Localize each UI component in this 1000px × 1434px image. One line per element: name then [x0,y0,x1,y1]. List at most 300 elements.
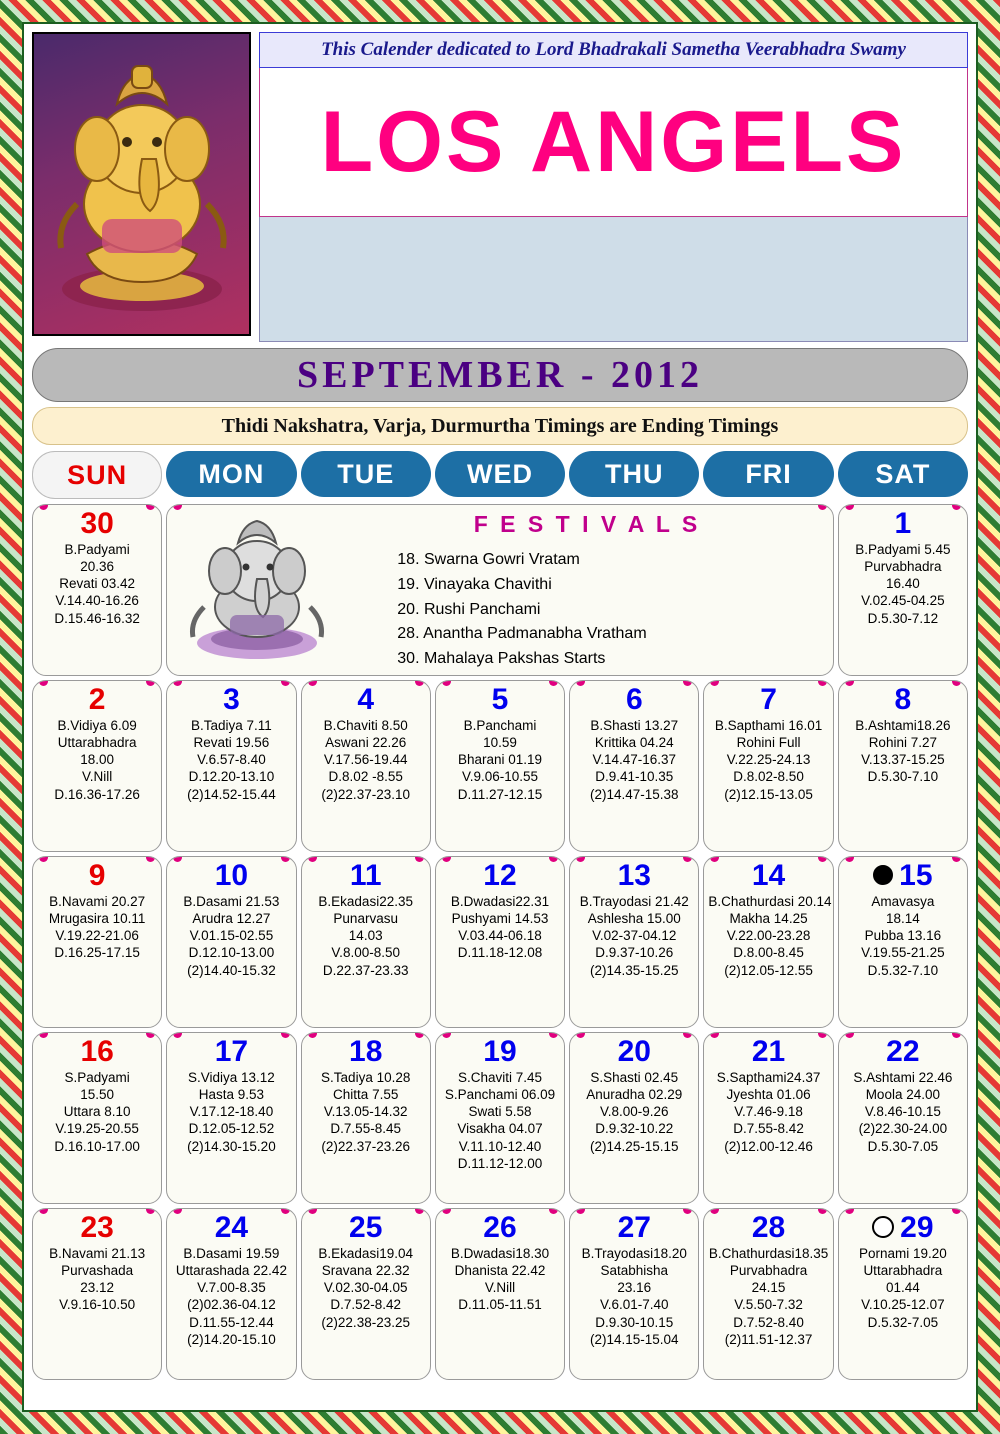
day-detail-line: Jyeshta 01.06 [726,1086,811,1102]
day-details [708,717,828,803]
calendar-inner [22,22,978,1412]
festival-item: 28. Anantha Padmanabha Vratham [397,625,647,643]
day-cell[interactable] [301,856,431,1028]
day-detail-line: V.19.22-21.06 [55,928,139,944]
day-number-text: 17 [214,1035,249,1068]
day-details [843,1245,963,1331]
day-cell[interactable] [435,856,565,1028]
day-detail-line: D.11.18-12.08 [457,945,543,961]
calendar-header [32,32,968,342]
day-detail-line: V.8.00-9.26 [600,1104,669,1120]
day-details [37,893,157,962]
day-detail-line: V.02.30-04.05 [323,1280,408,1296]
day-number-text: 27 [617,1211,651,1244]
day-detail-line: D.16.25-17.15 [54,945,140,961]
day-cell[interactable] [301,1208,431,1380]
day-number [574,684,694,716]
day-details [37,717,157,803]
month-title: SEPTEMBER - 2012 [296,354,704,396]
day-detail-line: (2)14.52-15.44 [187,786,276,802]
day-number-text: 14 [751,859,786,892]
day-cell[interactable] [435,680,565,852]
weekday-thu: THU [569,451,699,497]
calendar-grid [32,504,968,1380]
day-detail-line: (2)22.37-23.10 [321,786,410,802]
city-title: LOS ANGELS [320,94,907,190]
day-detail-line: (2)14.40-15.32 [187,962,276,978]
day-number [37,1036,157,1068]
day-detail-line: Ashlesha 15.00 [587,910,681,926]
day-number [171,860,291,892]
day-detail-line: 14.03 [348,928,383,944]
day-detail-line: D.8.02 -8.55 [328,769,403,785]
day-detail-line: V.19.25-20.55 [55,1121,139,1137]
day-detail-line: B.Dwadasi18.30 [450,1245,550,1261]
day-detail-line: V.22.25-24.13 [726,752,811,768]
day-detail-line: D.5.30-7.10 [867,769,939,785]
day-number-text: 22 [886,1035,920,1068]
day-number [440,684,560,716]
day-detail-line: V.Nill [82,769,113,785]
day-detail-line: (2)14.30-15.20 [187,1138,276,1154]
festivals-title: F E S T I V A L S [473,511,701,537]
day-detail-line: V.22.00-23.28 [726,928,811,944]
day-number [37,860,157,892]
day-details [574,717,694,803]
day-detail-line: Arudra 12.27 [192,910,271,926]
day-number-text: 24 [214,1211,249,1244]
day-number-text: 8 [894,683,912,716]
day-number [306,1212,426,1244]
day-details [843,893,963,979]
day-detail-line: (2)11.51-12.37 [724,1331,813,1347]
day-number-text: 25 [349,1211,383,1244]
day-detail-line: V.6.01-7.40 [600,1297,669,1313]
day-detail-line: D.12.10-13.00 [188,945,275,961]
day-detail-line: Rohini 7.27 [868,734,937,750]
day-detail-line: D.5.32-7.10 [867,962,939,978]
new-moon-icon [873,865,893,885]
day-detail-line: (2)12.05-12.55 [724,962,813,978]
day-detail-line: V.13.37-15.25 [861,752,945,768]
day-detail-line: Uttarabhadra [57,734,137,750]
day-detail-line: V.9.06-10.55 [461,769,539,785]
day-cell[interactable] [569,1208,699,1380]
day-detail-line: V.Nill [484,1280,516,1296]
day-detail-line: D.8.00-8.45 [733,945,804,961]
day-detail-line: V.19.55-21.25 [861,945,945,961]
day-detail-line: (2)12.00-12.46 [724,1138,813,1154]
day-detail-line: Pornami 19.20 [858,1245,947,1261]
day-number [843,508,963,540]
day-detail-line: D.5.30-7.12 [867,610,939,626]
day-detail-line: V.01.15-02.55 [189,928,274,944]
day-detail-line: Satabhisha [600,1262,669,1278]
day-number-text: 15 [899,859,933,892]
day-detail-line: B.Chathurdasi 20.14 [708,893,832,909]
day-details [306,1069,426,1155]
day-detail-line: D.9.30-10.15 [595,1314,674,1330]
day-detail-line: Pushyami 14.53 [451,910,549,926]
day-detail-line: V.11.10-12.40 [458,1138,542,1154]
day-detail-line: (2)02.36-04.12 [187,1297,276,1313]
day-number-text: 30 [80,507,114,540]
day-number-text: 20 [617,1035,651,1068]
day-detail-line: (2)14.25-15.15 [590,1138,679,1154]
weekday-mon: MON [166,451,296,497]
day-detail-line: D.16.36-17.26 [54,786,140,802]
day-detail-line: V.03.44-06.18 [458,928,542,944]
day-cell[interactable] [703,1208,833,1380]
day-number [306,1036,426,1068]
day-detail-line: 01.44 [885,1280,920,1296]
day-details [37,1245,157,1314]
day-detail-line: D.22.37-23.33 [322,962,409,978]
day-detail-line: V.02.45-04.25 [861,593,945,609]
note-text: Thidi Nakshatra, Varja, Durmurtha Timings are Ending Timings [221,414,779,437]
day-number-text: 13 [617,859,651,892]
day-detail-line: D.9.41-10.35 [595,769,674,785]
day-detail-line: B.Dasami 19.59 [183,1245,280,1261]
day-detail-line: D.9.32-10.22 [595,1121,674,1137]
day-cell[interactable] [703,856,833,1028]
day-number-text: 5 [491,683,509,716]
header-right [259,32,968,342]
day-detail-line: 18.14 [885,910,920,926]
day-cell[interactable] [32,856,162,1028]
day-number-text: 7 [760,683,777,716]
weekday-sun: SUN [32,451,162,499]
day-cell[interactable] [166,680,296,852]
day-detail-line: Purvashada [61,1262,134,1278]
day-detail-line: 23.16 [617,1280,652,1296]
day-detail-line: V.17.56-19.44 [323,752,408,768]
day-detail-line: V.02-37-04.12 [592,928,677,944]
day-detail-line: Punarvasu [333,910,398,926]
day-detail-line: S.Tadiya 10.28 [321,1069,411,1085]
day-detail-line: S.Shasti 02.45 [590,1069,679,1085]
day-detail-line: Swati 5.58 [468,1104,532,1120]
day-details [843,541,963,627]
day-cell[interactable] [32,1208,162,1380]
day-number-text: 11 [349,859,382,892]
day-detail-line: (2)22.30-24.00 [858,1121,948,1137]
day-number [708,860,828,892]
day-detail-line: Pubba 13.16 [864,928,942,944]
day-cell[interactable] [166,1032,296,1204]
day-cell[interactable] [32,680,162,852]
day-cell[interactable] [32,504,162,676]
city-title-box [259,68,968,217]
day-cell[interactable] [838,856,968,1028]
day-detail-line: D.12.05-12.52 [188,1121,275,1137]
day-cell[interactable] [703,680,833,852]
day-detail-line: D.7.52-8.42 [330,1297,401,1313]
day-detail-line: B.Chathurdasi18.35 [708,1245,829,1261]
day-detail-line: Revati 19.56 [193,734,270,750]
day-detail-line: Anuradha 02.29 [586,1086,683,1102]
day-detail-line: V.5.50-7.32 [734,1297,803,1313]
day-detail-line: Moola 24.00 [865,1086,940,1102]
full-moon-icon [872,1216,894,1238]
day-detail-line: 10.59 [483,734,517,750]
day-detail-line: D.12.20-13.10 [188,769,275,785]
day-detail-line: Bharani 01.19 [457,752,543,768]
day-details [708,1069,828,1155]
day-detail-line: B.Navami 21.13 [49,1245,146,1261]
day-detail-line: S.Ashtami 22.46 [853,1069,953,1085]
day-details [843,1069,963,1155]
day-detail-line: B.Padyami 5.45 [855,541,951,557]
day-detail-line: V.6.57-8.40 [197,752,266,768]
day-number [171,1212,291,1244]
day-detail-line: Purvabhadra [864,558,942,574]
day-details [306,717,426,803]
day-detail-line: D.7.55-8.45 [330,1121,401,1137]
festival-item: 30. Mahalaya Pakshas Starts [397,650,606,668]
day-cell[interactable] [166,856,296,1028]
day-detail-line: B.Navami 20.27 [49,893,146,909]
day-details [440,717,560,803]
day-detail-line: B.Dwadasi22.31 [450,893,550,909]
day-detail-line: Krittika 04.24 [594,734,674,750]
day-detail-line: (2)22.38-23.25 [321,1314,410,1330]
day-detail-line: D.5.32-7.05 [867,1314,939,1330]
day-detail-line: D.8.02-8.50 [733,769,804,785]
day-cell[interactable] [32,1032,162,1204]
day-detail-line: B.Sapthami 16.01 [714,717,823,733]
day-number-text: 16 [80,1035,114,1068]
day-detail-line: V.13.05-14.32 [323,1104,408,1120]
weekday-wed: WED [435,451,565,497]
ganesha-seated-image [173,509,341,671]
day-detail-line: 20.36 [80,558,115,574]
day-number [440,1212,560,1244]
day-number-text: 12 [483,859,517,892]
day-number [843,684,963,716]
day-detail-line: 24.15 [751,1280,786,1296]
day-detail-line: B.Ekadasi22.35 [318,893,413,909]
day-cell[interactable] [838,504,968,676]
weekday-tue: TUE [301,451,431,497]
day-detail-line: Aswani 22.26 [325,734,407,750]
day-detail-line: 15.50 [80,1086,115,1102]
day-detail-line: Makha 14.25 [729,910,808,926]
day-detail-line: D.11.27-12.15 [457,786,543,802]
day-detail-line: B.Trayodasi 21.42 [579,893,689,909]
day-cell[interactable] [838,1208,968,1380]
day-detail-line: S.Vidiya 13.12 [188,1069,275,1085]
day-detail-line: 18.00 [80,752,115,768]
day-details [843,717,963,786]
day-detail-line: D.16.10-17.00 [54,1138,140,1154]
day-detail-line: D.7.52-8.40 [733,1314,804,1330]
day-detail-line: Revati 03.42 [59,576,136,592]
day-cell[interactable] [301,680,431,852]
day-number [843,1036,963,1068]
day-cell[interactable] [435,1208,565,1380]
day-details [171,717,291,803]
ganesha-seated-icon [182,515,332,665]
day-cell[interactable] [838,1032,968,1204]
day-cell[interactable] [569,1032,699,1204]
day-detail-line: Mrugasira 10.11 [48,910,146,926]
day-details [440,1245,560,1314]
day-detail-line: (2)14.35-15.25 [590,962,679,978]
month-band [32,348,968,402]
day-number [37,508,157,540]
festivals-list [347,548,826,672]
ganesha-idol-icon [47,54,237,314]
day-detail-line: (2)14.15-15.04 [590,1331,679,1347]
day-number-text: 10 [214,859,249,892]
day-cell[interactable] [569,856,699,1028]
day-number-text: 9 [88,859,106,892]
day-details [574,1069,694,1155]
day-detail-line: Rohini Full [736,734,801,750]
day-details [37,1069,157,1155]
festivals-body [341,509,826,671]
day-detail-line: Uttara 8.10 [63,1104,131,1120]
day-detail-line: D.15.46-16.32 [54,610,140,626]
day-detail-line: (2)22.37-23.26 [321,1138,410,1154]
day-number [574,860,694,892]
day-detail-line: V.9.16-10.50 [59,1297,136,1313]
day-details [306,893,426,979]
day-detail-line: D.11.55-12.44 [189,1314,274,1330]
weekday-header-row [32,451,968,499]
note-band [32,407,968,445]
day-detail-line: V.7.46-9.18 [734,1104,803,1120]
ganesha-idol-image [32,32,251,336]
day-details [171,1245,291,1349]
day-detail-line: V.8.46-10.15 [864,1104,941,1120]
day-detail-line: (2)12.15-13.05 [724,786,813,802]
header-blank-band [259,217,968,342]
day-number [708,684,828,716]
day-detail-line: S.Sapthami24.37 [716,1069,821,1085]
day-number [440,860,560,892]
day-detail-line: Uttarabhadra [863,1262,943,1278]
day-detail-line: B.Ashtami18.26 [855,717,951,733]
weekday-fri: FRI [703,451,833,497]
day-detail-line: B.Tadiya 7.11 [191,717,272,733]
day-details [171,1069,291,1155]
day-number [708,1036,828,1068]
day-detail-line: Sravana 22.32 [321,1262,410,1278]
day-detail-line: B.Shasti 13.27 [590,717,679,733]
day-detail-line: Visakha 04.07 [457,1121,543,1137]
day-detail-line: 23.12 [80,1280,115,1296]
day-number [306,684,426,716]
day-detail-line: V.14.40-16.26 [55,593,139,609]
day-number [37,1212,157,1244]
day-number [37,684,157,716]
day-cell[interactable] [435,1032,565,1204]
festival-item: 18. Swarna Gowri Vratam [397,551,580,568]
day-number-text: 29 [900,1211,934,1244]
day-details [171,893,291,979]
day-detail-line: D.7.55-8.42 [733,1121,804,1137]
day-number-text: 19 [483,1035,517,1068]
day-number [574,1036,694,1068]
day-detail-line: B.Vidiya 6.09 [57,717,137,733]
day-details [306,1245,426,1331]
day-number [708,1212,828,1244]
day-detail-line: B.Ekadasi19.04 [318,1245,413,1261]
day-number-text: 26 [483,1211,517,1244]
day-detail-line: Hasta 9.53 [198,1086,265,1102]
day-detail-line: B.Dasami 21.53 [183,893,280,909]
day-number [306,860,426,892]
day-detail-line: Chitta 7.55 [333,1086,399,1102]
day-detail-line: D.11.05-11.51 [458,1297,542,1313]
day-details [708,1245,828,1349]
day-detail-line: V.10.25-12.07 [861,1297,945,1313]
day-detail-line: D.9.37-10.26 [595,945,674,961]
day-number-text: 4 [357,683,375,716]
day-number-text: 28 [751,1211,786,1244]
day-number-text: 2 [88,683,106,716]
day-detail-line: V.7.00-8.35 [197,1280,266,1296]
day-detail-line: V.14.47-16.37 [592,752,677,768]
day-detail-line: (2)14.47-15.38 [590,786,679,802]
day-detail-line: B.Chaviti 8.50 [323,717,408,733]
day-detail-line: Uttarashada 22.42 [175,1262,287,1278]
festivals-panel [166,504,833,676]
day-cell[interactable] [838,680,968,852]
day-number [171,1036,291,1068]
day-detail-line: D.5.30-7.05 [867,1138,939,1154]
day-cell[interactable] [569,680,699,852]
festival-item: 20. Rushi Panchami [397,600,541,618]
day-detail-line: B.Padyami [64,541,130,557]
day-detail-line: Purvabhadra [729,1262,808,1278]
day-detail-line: D.11.12-12.00 [457,1155,543,1171]
day-number [574,1212,694,1244]
day-number [843,860,963,892]
day-cell[interactable] [301,1032,431,1204]
day-detail-line: S.Panchami 06.09 [444,1086,556,1102]
day-number [843,1212,963,1244]
dedication-text: This Calender dedicated to Lord Bhadrakali Sametha Veerabhadra Swamy [259,32,968,68]
day-details [440,893,560,962]
day-detail-line: S.Chaviti 7.45 [457,1069,543,1085]
day-number [440,1036,560,1068]
day-number [171,684,291,716]
festival-item: 19. Vinayaka Chavithi [397,575,552,593]
day-detail-line: 16.40 [885,576,920,592]
day-number-text: 23 [80,1211,114,1244]
day-details [37,541,157,627]
day-cell[interactable] [703,1032,833,1204]
day-detail-line: B.Trayodasi18.20 [581,1245,687,1261]
day-details [708,893,832,979]
day-detail-line: Dhanista 22.42 [454,1262,546,1278]
day-detail-line: V.8.00-8.50 [331,945,400,961]
day-number-text: 21 [751,1035,786,1068]
day-detail-line: V.17.12-18.40 [189,1104,274,1120]
day-detail-line: (2)14.20-15.10 [187,1331,276,1347]
day-number-text: 3 [223,683,240,716]
day-cell[interactable] [166,1208,296,1380]
day-detail-line: B.Panchami [463,717,537,733]
day-detail-line: S.Padyami [64,1069,130,1085]
day-number-text: 1 [894,507,912,540]
weekday-sat: SAT [838,451,968,497]
day-details [574,893,694,979]
day-number-text: 6 [625,683,643,716]
